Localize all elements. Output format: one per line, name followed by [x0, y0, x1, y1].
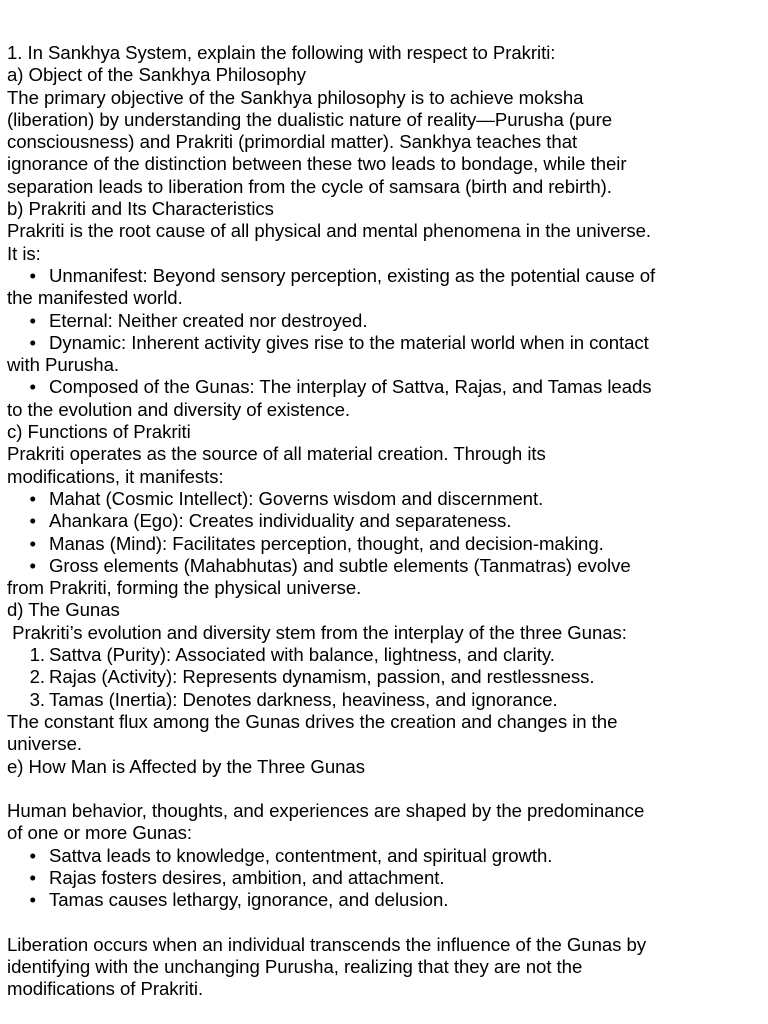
bullet-text: Manas (Mind): Facilitates perception, thought, and decision-making.	[49, 532, 604, 554]
number-marker: 3.	[29, 688, 45, 710]
section-c-heading: c) Functions of Prakriti	[7, 421, 191, 443]
numbered-text: Sattva (Purity): Associated with balance, lightness, and clarity.	[49, 644, 555, 666]
bullet-text: Ahankara (Ego): Creates individuality and separateness.	[49, 510, 512, 532]
blank-line	[7, 912, 759, 934]
list-item	[7, 332, 759, 354]
bullet-text: Unmanifest: Beyond sensory perception, existing as the potential cause of	[49, 264, 656, 286]
section-d-text: universe.	[7, 733, 82, 755]
conclusion-text: modifications of Prakriti.	[7, 978, 204, 1000]
numbered-text: Tamas (Inertia): Denotes darkness, heaviness, and ignorance.	[49, 688, 558, 710]
numbered-item	[7, 644, 759, 666]
bullet-marker: •	[29, 331, 36, 353]
list-item	[7, 310, 759, 332]
bullet-marker: •	[29, 844, 36, 866]
section-d-intro: Prakriti’s evolution and diversity stem from the interplay of the three Gunas:	[7, 621, 627, 643]
document-body	[7, 42, 759, 1001]
list-item-continuation: to the evolution and diversity of existence.	[7, 398, 351, 420]
list-item	[7, 867, 759, 889]
list-item	[7, 265, 759, 287]
list-item	[7, 533, 759, 555]
conclusion-text: identifying with the unchanging Purusha, realizing that they are not the	[7, 956, 583, 978]
section-a-heading: a) Object of the Sankhya Philosophy	[7, 64, 307, 86]
bullet-marker: •	[29, 532, 36, 554]
list-item	[7, 889, 759, 911]
section-b-text: It is:	[7, 242, 41, 264]
number-marker: 2.	[29, 666, 45, 688]
section-a-text: (liberation) by understanding the dualistic nature of reality—Purusha (pure	[7, 108, 613, 130]
list-item	[7, 376, 759, 398]
section-a-text: ignorance of the distinction between these two leads to bondage, while their	[7, 153, 627, 175]
bullet-marker: •	[29, 889, 36, 911]
bullet-marker: •	[29, 510, 36, 532]
numbered-item	[7, 666, 759, 688]
list-item	[7, 845, 759, 867]
bullet-text: Tamas causes lethargy, ignorance, and delusion.	[49, 889, 449, 911]
bullet-marker: •	[29, 487, 36, 509]
list-item	[7, 488, 759, 510]
section-a-text: consciousness) and Prakriti (primordial matter). Sankhya teaches that	[7, 131, 578, 153]
list-item-continuation: with Purusha.	[7, 354, 120, 376]
section-d-heading: d) The Gunas	[7, 599, 120, 621]
numbered-text: Rajas (Activity): Represents dynamism, passion, and restlessness.	[49, 666, 595, 688]
section-a-text: separation leads to liberation from the cycle of samsara (birth and rebirth).	[7, 175, 612, 197]
bullet-text: Gross elements (Mahabhutas) and subtle elements (Tanmatras) evolve	[49, 554, 631, 576]
section-e-text: of one or more Gunas:	[7, 822, 192, 844]
blank-line	[7, 778, 759, 800]
bullet-marker: •	[29, 309, 36, 331]
section-e-text: Human behavior, thoughts, and experiences are shaped by the predominance	[7, 800, 645, 822]
conclusion-text: Liberation occurs when an individual transcends the influence of the Gunas by	[7, 933, 647, 955]
bullet-marker: •	[29, 866, 36, 888]
number-marker: 1.	[29, 644, 45, 666]
section-e-heading: e) How Man is Affected by the Three Gunas	[7, 755, 365, 777]
bullet-marker: •	[29, 376, 36, 398]
numbered-item	[7, 689, 759, 711]
section-d-text: The constant flux among the Gunas drives the creation and changes in the	[7, 710, 618, 732]
section-b-heading: b) Prakriti and Its Characteristics	[7, 198, 274, 220]
section-c-text: modifications, it manifests:	[7, 465, 224, 487]
list-item-continuation: the manifested world.	[7, 287, 183, 309]
section-a-text: The primary objective of the Sankhya philosophy is to achieve moksha	[7, 86, 584, 108]
bullet-marker: •	[29, 264, 36, 286]
list-item	[7, 555, 759, 577]
section-b-text: Prakriti is the root cause of all physical and mental phenomena in the universe.	[7, 220, 652, 242]
bullet-text: Dynamic: Inherent activity gives rise to the material world when in contact	[49, 331, 649, 353]
question-heading: 1. In Sankhya System, explain the following with respect to Prakriti:	[7, 42, 556, 63]
bullet-text: Composed of the Gunas: The interplay of Sattva, Rajas, and Tamas leads	[49, 376, 652, 398]
bullet-text: Mahat (Cosmic Intellect): Governs wisdom and discernment.	[49, 487, 544, 509]
bullet-marker: •	[29, 554, 36, 576]
list-item-continuation: from Prakriti, forming the physical universe.	[7, 577, 362, 599]
list-item	[7, 510, 759, 532]
bullet-text: Eternal: Neither created nor destroyed.	[49, 309, 368, 331]
bullet-text: Sattva leads to knowledge, contentment, and spiritual growth.	[49, 844, 553, 866]
bullet-text: Rajas fosters desires, ambition, and attachment.	[49, 866, 445, 888]
section-c-text: Prakriti operates as the source of all material creation. Through its	[7, 443, 546, 465]
